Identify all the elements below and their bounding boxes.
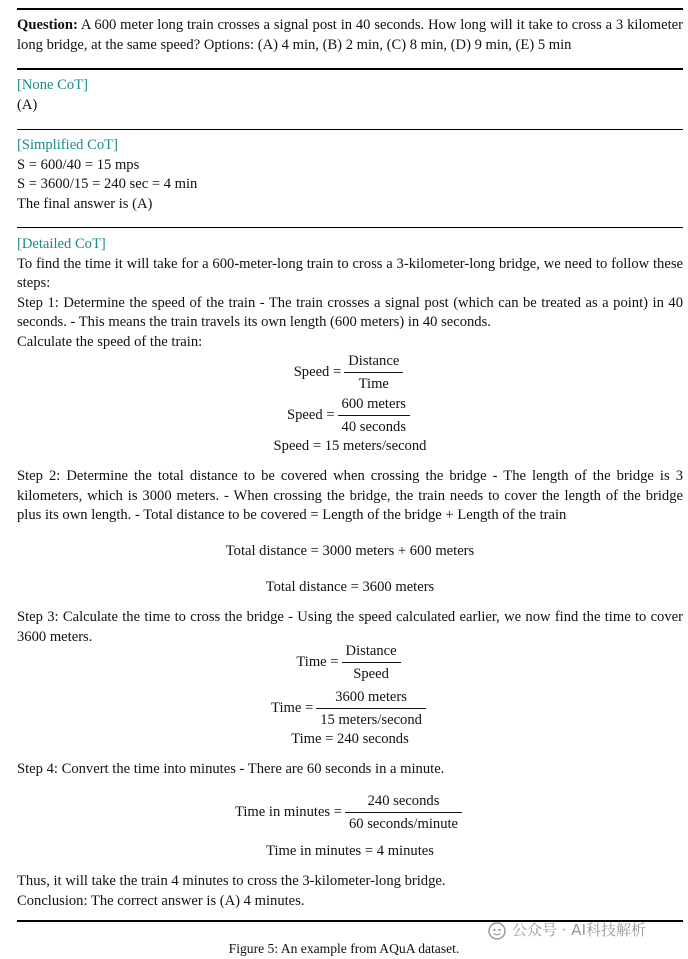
- none-cot-section: [17, 76, 683, 115]
- numerator: 240 seconds: [367, 793, 440, 809]
- eq-lhs: Speed =: [293, 363, 342, 380]
- figure-caption: Figure 5: An example from AQuA dataset.: [228, 941, 460, 956]
- fraction: [338, 394, 410, 437]
- top-rule: [17, 8, 683, 10]
- numerator: 600 meters: [341, 396, 406, 412]
- equation-total-distance-sum: [17, 542, 683, 562]
- conclusion-line: Conclusion: The correct answer is (A) 4 minutes.: [17, 892, 305, 909]
- detailed-intro: To find the time it will take for a 600-meter-long train to cross a 3-kilometer-long bridge, we need to follow these steps:: [17, 255, 683, 292]
- simplified-cot-section: [17, 136, 683, 214]
- equation-speed-def: [17, 351, 683, 394]
- fraction: [342, 641, 401, 684]
- eq-lhs: Time in minutes =: [234, 803, 342, 820]
- simplified-cot-heading: [Simplified CoT]: [17, 137, 118, 153]
- simplified-cot-rule: [17, 227, 683, 228]
- step4-block: [17, 760, 683, 780]
- detailed-cot-head: [17, 235, 683, 353]
- denominator: Time: [358, 376, 389, 392]
- eq-text: Speed = 15 meters/second: [273, 438, 427, 454]
- equation-speed-values: [17, 394, 683, 437]
- equation-minutes-result: [17, 842, 683, 862]
- denominator: 15 meters/second: [320, 712, 422, 728]
- simplified-line: S = 600/40 = 15 mps: [17, 156, 140, 173]
- eq-text: Time in minutes = 4 minutes: [266, 843, 434, 859]
- step4-text: Step 4: Convert the time into minutes - There are 60 seconds in a minute.: [17, 761, 445, 777]
- fraction: [316, 687, 426, 730]
- equation-time-values: [17, 687, 683, 730]
- fraction-bar: [338, 415, 410, 416]
- eq-lhs: Time =: [271, 699, 314, 716]
- question-block: [17, 16, 683, 55]
- watermark-text: 公众号 · AI科技解析: [512, 921, 646, 939]
- eq-text: Total distance = 3000 meters + 600 meters: [225, 543, 475, 559]
- denominator: Speed: [353, 666, 389, 682]
- question-text: A 600 meter long train crosses a signal post in 40 seconds. How long will it take to cross a 3 kilometer long bridge, at the same speed? Options: (A) 4 min, (B) 2 min, (C) 8 min, (D) 9 min, (E) 5 min: [17, 17, 683, 53]
- equation-time-def: [17, 641, 683, 684]
- fraction-bar: [344, 372, 403, 373]
- none-cot-answer: (A): [17, 96, 38, 113]
- equation-total-distance-result: [17, 578, 683, 598]
- step1-calc-text: Calculate the speed of the train:: [17, 333, 203, 350]
- none-cot-rule: [17, 129, 683, 130]
- wechat-logo-icon: [488, 922, 506, 940]
- denominator: 40 seconds: [341, 419, 406, 435]
- step1-text: Step 1: Determine the speed of the train - The train crosses a signal post (which can be treated as a point) in 40 seconds. - This means the train travels its own length (600 meters) in 40 seconds.: [17, 294, 683, 331]
- denominator: 60 seconds/minute: [348, 816, 459, 832]
- equation-minutes-def: [17, 791, 683, 834]
- fraction-bar: [316, 708, 426, 709]
- eq-lhs: Speed =: [287, 406, 335, 423]
- eq-lhs: Time =: [296, 653, 339, 670]
- watermark: [488, 921, 646, 941]
- conclusion-line: Thus, it will take the train 4 minutes to cross the 3-kilometer-long bridge.: [17, 873, 446, 889]
- eq-text: Total distance = 3600 meters: [265, 579, 435, 595]
- eq-text: Time = 240 seconds: [291, 731, 409, 747]
- conclusion-block: [17, 872, 683, 911]
- fraction: [345, 791, 462, 834]
- step2-block: [17, 467, 683, 526]
- question-label: Question:: [17, 17, 78, 33]
- step2-text: Step 2: Determine the total distance to be covered when crossing the bridge - The length of the bridge is 3 kilometers, which is 3000 meters. - When crossing the bridge, the train needs to cover the length of the bridge plus its own length. - Total distance to be covered = Length of the bridge + Length of the train: [17, 468, 683, 524]
- numerator: 3600 meters: [335, 689, 407, 705]
- numerator: Distance: [345, 643, 397, 659]
- fraction-bar: [342, 662, 401, 663]
- question-rule: [17, 68, 683, 70]
- none-cot-heading: [None CoT]: [17, 77, 88, 93]
- equation-speed-result: [17, 437, 683, 457]
- equation-time-result: [17, 730, 683, 750]
- fraction-bar: [345, 812, 462, 813]
- simplified-line: The final answer is (A): [17, 195, 153, 212]
- simplified-line: S = 3600/15 = 240 sec = 4 min: [17, 176, 198, 193]
- detailed-cot-heading: [Detailed CoT]: [17, 236, 106, 252]
- numerator: Distance: [348, 353, 400, 369]
- fraction: [344, 351, 403, 394]
- step3-text: Step 3: Calculate the time to cross the bridge - Using the speed calculated earlier, we now find the time to cover 3600 meters.: [17, 609, 683, 645]
